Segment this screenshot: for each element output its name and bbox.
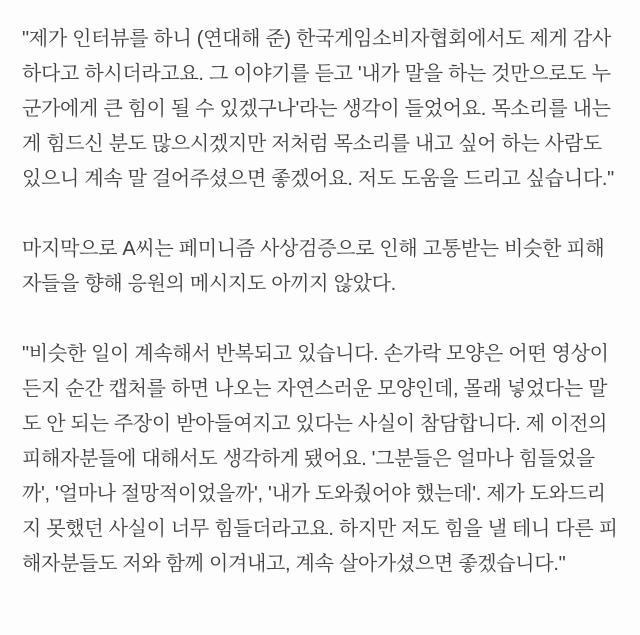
text-line: 마지막으로 A씨는 페미니즘 사상검증으로 인해 고통받는 비슷한 피해 [22,238,605,260]
text-line: 든지 순간 캡처를 하면 나오는 자연스러운 모양인데, 몰래 넣었다는 말 [22,378,608,400]
text-line: 하다고 하시더라고요. 그 이야기를 듣고 '내가 말을 하는 것만으로도 누 [22,63,611,85]
text-line: "제가 인터뷰를 하니 (연대해 준) 한국게임소비자협회에서도 제게 감사 [22,28,611,50]
narration-paragraph [22,232,622,302]
text-line: 군가에게 큰 힘이 될 수 있겠구나'라는 생각이 들었어요. 목소리를 내는 [22,98,611,120]
text-line: 지 못했던 사실이 너무 힘들더라고요. 하지만 저도 힘을 낼 테니 다른 피 [22,518,618,540]
text-line: 도 안 되는 주장이 받아들여지고 있다는 사실이 참담합니다. 제 이전의 [22,413,608,435]
text-line: 있으니 계속 말 걸어주셨으면 좋겠어요. 저도 도움을 드리고 싶습니다." [22,168,614,190]
text-line: "비슷한 일이 계속해서 반복되고 있습니다. 손가락 모양은 어떤 영상이 [22,343,609,365]
text-line: 피해자분들에 대해서도 생각하게 됐어요. '그분들은 얼마나 힘들었을 [22,448,595,470]
text-line: 게 힘드신 분도 많으시겠지만 저처럼 목소리를 내고 싶어 하는 사람도 [22,133,602,155]
quote-paragraph-interview [22,22,622,197]
text-line: 자들을 향해 응원의 메시지도 아끼지 않았다. [22,273,396,295]
text-line: 해자분들도 저와 함께 이겨내고, 계속 살아가셨으면 좋겠습니다." [22,553,566,575]
quote-paragraph-message [22,337,622,582]
text-line: 까', '얼마나 절망적이었을까', '내가 도와줬어야 했는데'. 제가 도와드리 [22,483,606,505]
